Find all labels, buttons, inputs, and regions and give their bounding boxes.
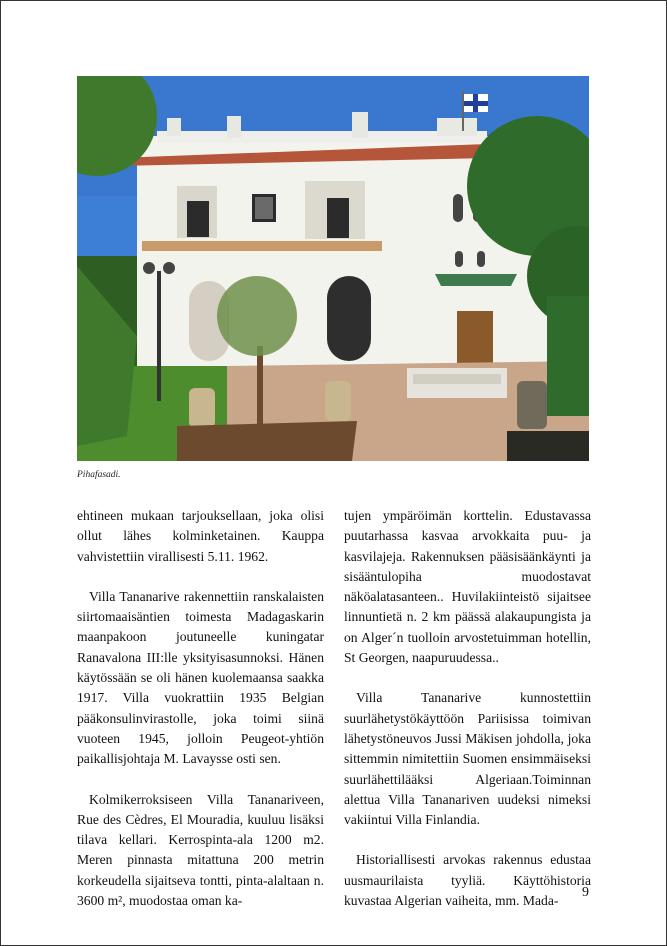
paragraph: Villa Tananarive rakennettiin ranskalaisten siirtomaaisäntien toimesta Madagaskarin maanpakoon joutuneelle kuningatar Ranavalona III:lle yksityisasunnoksi. Hänen käytössään se oli hänen kuolemaansa saakka 1917. Villa vuokrattiin 1935 Belgian pääkonsulinvirastolle, joka toimi siinä vuoteen 1945, jolloin Peugeot-yhtiön paikallisjohtaja M. Lavaysse osti sen. xyxy=(77,588,324,767)
paragraph: tujen ympäröimän korttelin. Edustavassa puutarhassa kasvaa arvokkaita puu- ja kasvilajeja. Rakennuksen pääsisäänkäynti ja sisääntulopiha muodostavat näköalatasanteen.. Huvilakiinteistö sijaitsee linnuntietä n. 2 km päässä alakaupungista ja on Alger´n tuolloin arvostetuimman hotellin, St Georgen, naapuruudessa.. xyxy=(344,508,591,666)
paragraph: ehtineen mukaan tarjouksellaan, joka olisi ollut lähes kolminketainen. Kauppa vahvistettiin virallisesti 5.11. 1962. xyxy=(77,508,324,564)
paragraph: Villa Tananarive kunnostettiin suurlähetystökäyttöön Pariisissa toimivan lähetystöneuvos Jussi Mäkisen johdolla, joka sittemmin nimitettiin Suomen ensimmäiseksi suurlähettilääksi Algeriaan.Toiminnan alettua Villa Tananariven uudeksi nimeksi vakiintui Villa Finlandia. xyxy=(344,690,591,828)
paragraph: Historiallisesti arvokas rakennus edustaa uusmaurilaista tyyliä. Käyttöhistoria kuvastaa Algerian vaiheita, mm. Mada- xyxy=(344,852,591,909)
paragraph: Kolmikerroksiseen Villa Tananariveen, Rue des Cèdres, El Mouradia, kuuluu lisäksi tilava kellari. Kerrospinta-ala 1200 m2. Meren pinnasta mitattuna 200 metrin korkeudella sijaitseva tontti, pinta-alaltaan n. 3600 m², muodostaa oman ka- xyxy=(77,791,324,909)
courtyard-facade-photo xyxy=(77,76,589,461)
photo-caption: Pihafasadi. xyxy=(77,470,121,480)
text-column-left xyxy=(77,506,324,931)
text-column-right xyxy=(344,506,591,931)
page-number: 9 xyxy=(582,885,589,900)
